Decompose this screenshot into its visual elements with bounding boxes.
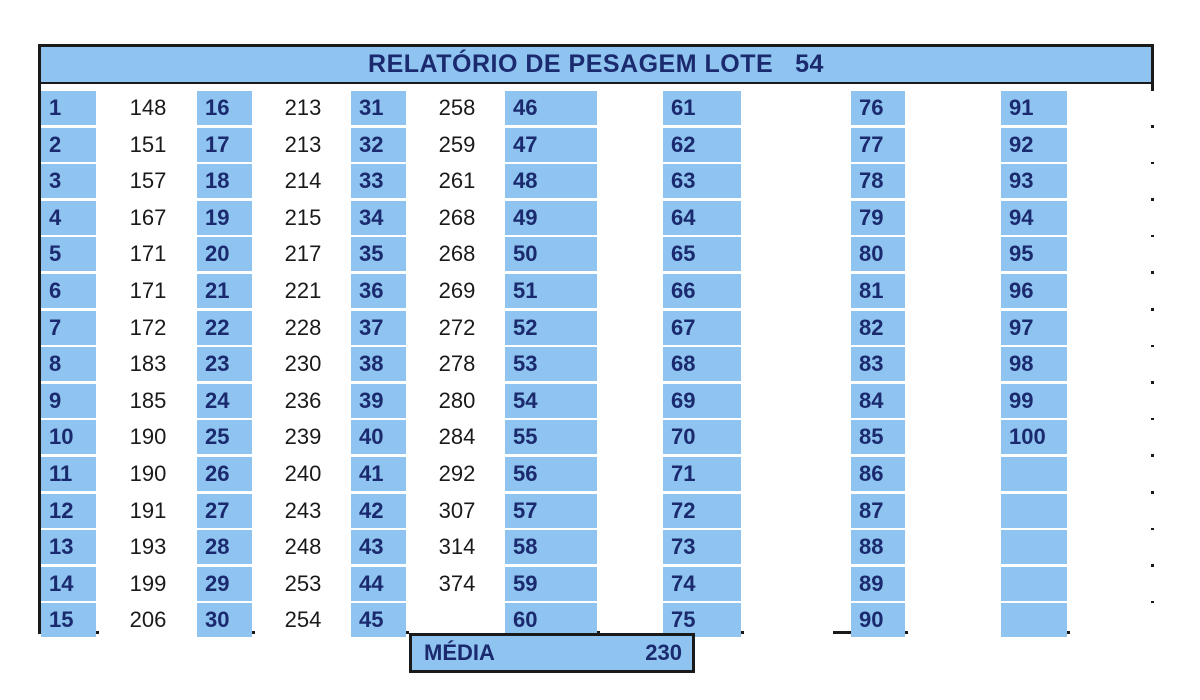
report-title-text: RELATÓRIO DE PESAGEM LOTE [368, 50, 774, 78]
animal-number-cell [1001, 567, 1067, 601]
animal-number-cell: 69 [663, 384, 741, 418]
animal-number-cell [1001, 530, 1067, 564]
animal-number-cell: 19 [197, 201, 252, 235]
animal-number-cell: 33 [351, 164, 406, 198]
animal-number-cell: 76 [851, 91, 905, 125]
weight-cell [908, 603, 1001, 637]
weight-cell: 259 [409, 128, 505, 162]
animal-number-cell: 91 [1001, 91, 1067, 125]
animal-number-cell: 65 [663, 237, 741, 271]
weight-cell: 240 [255, 457, 351, 491]
animal-number-cell: 95 [1001, 237, 1067, 271]
weight-cell: 243 [255, 494, 351, 528]
animal-number-cell [1001, 457, 1067, 491]
animal-number-cell: 59 [505, 567, 597, 601]
animal-number-cell: 94 [1001, 201, 1067, 235]
animal-number-cell: 4 [41, 201, 96, 235]
weight-cell: 248 [255, 530, 351, 564]
animal-number-cell: 62 [663, 128, 741, 162]
weight-cell: 213 [255, 91, 351, 125]
weight-cell [744, 567, 833, 601]
weight-cell [908, 420, 1001, 454]
animal-number-cell: 25 [197, 420, 252, 454]
average-value: 230 [645, 640, 682, 665]
animal-number-cell: 53 [505, 347, 597, 381]
animal-number-cell: 6 [41, 274, 96, 308]
weight-cell [908, 457, 1001, 491]
animal-number-cell: 48 [505, 164, 597, 198]
weight-cell: 185 [99, 384, 197, 418]
weight-cell: 190 [99, 420, 197, 454]
weight-cell [1070, 567, 1160, 601]
weight-cell [744, 201, 833, 235]
animal-number-cell: 5 [41, 237, 96, 271]
weight-cell: 307 [409, 494, 505, 528]
weight-cell [1070, 384, 1160, 418]
animal-number-cell: 86 [851, 457, 905, 491]
animal-number-cell: 7 [41, 311, 96, 345]
weight-cell: 213 [255, 128, 351, 162]
weight-cell: 215 [255, 201, 351, 235]
weight-cell: 253 [255, 567, 351, 601]
weight-cell: 157 [99, 164, 197, 198]
weight-cell: 268 [409, 237, 505, 271]
weight-cell: 292 [409, 457, 505, 491]
weight-cell: 261 [409, 164, 505, 198]
animal-number-cell: 96 [1001, 274, 1067, 308]
animal-number-cell: 35 [351, 237, 406, 271]
animal-number-cell: 73 [663, 530, 741, 564]
weight-cell: 148 [99, 91, 197, 125]
weight-cell [908, 237, 1001, 271]
animal-number-cell: 8 [41, 347, 96, 381]
animal-number-cell: 15 [41, 603, 96, 637]
lot-number: 54 [795, 50, 824, 78]
animal-number-cell [1001, 494, 1067, 528]
weight-cell: 269 [409, 274, 505, 308]
animal-number-cell: 75 [663, 603, 741, 637]
animal-number-cell: 26 [197, 457, 252, 491]
weight-cell: 236 [255, 384, 351, 418]
weight-cell [744, 237, 833, 271]
average-label: MÉDIA [424, 640, 495, 665]
animal-number-cell: 66 [663, 274, 741, 308]
weight-cell: 314 [409, 530, 505, 564]
animal-number-cell: 3 [41, 164, 96, 198]
animal-number-cell: 40 [351, 420, 406, 454]
animal-number-cell [1001, 603, 1067, 637]
weight-cell [1070, 164, 1160, 198]
animal-number-cell: 37 [351, 311, 406, 345]
weight-cell [1070, 274, 1160, 308]
animal-number-cell: 58 [505, 530, 597, 564]
animal-number-cell: 98 [1001, 347, 1067, 381]
animal-number-cell: 32 [351, 128, 406, 162]
weight-cell [908, 164, 1001, 198]
weight-cell: 199 [99, 567, 197, 601]
animal-number-cell: 11 [41, 457, 96, 491]
animal-number-cell: 63 [663, 164, 741, 198]
weight-cell [908, 567, 1001, 601]
weight-cell [744, 457, 833, 491]
animal-number-cell: 51 [505, 274, 597, 308]
animal-number-cell: 77 [851, 128, 905, 162]
animal-number-cell: 81 [851, 274, 905, 308]
weight-cell [1070, 91, 1160, 125]
weight-cell [744, 494, 833, 528]
weight-cell [744, 530, 833, 564]
animal-number-cell: 41 [351, 457, 406, 491]
animal-number-cell: 70 [663, 420, 741, 454]
weight-cell: 193 [99, 530, 197, 564]
animal-number-cell: 87 [851, 494, 905, 528]
weight-cell [1070, 128, 1160, 162]
animal-number-cell: 90 [851, 603, 905, 637]
animal-number-cell: 55 [505, 420, 597, 454]
animal-number-cell: 38 [351, 347, 406, 381]
weight-cell: 171 [99, 274, 197, 308]
animal-number-cell: 36 [351, 274, 406, 308]
weighing-report-table [38, 44, 1154, 634]
animal-number-cell: 54 [505, 384, 597, 418]
animal-number-cell: 93 [1001, 164, 1067, 198]
animal-number-cell: 28 [197, 530, 252, 564]
weight-cell [744, 347, 833, 381]
weight-cell [744, 311, 833, 345]
animal-number-cell: 64 [663, 201, 741, 235]
weight-cell [1070, 347, 1160, 381]
weight-cell: 268 [409, 201, 505, 235]
report-title [41, 47, 1151, 84]
weight-cell [1070, 494, 1160, 528]
weight-cell [908, 201, 1001, 235]
weight-cell [908, 494, 1001, 528]
weight-cell [744, 128, 833, 162]
animal-number-cell: 49 [505, 201, 597, 235]
weight-cell [744, 384, 833, 418]
weight-cell: 167 [99, 201, 197, 235]
animal-number-cell: 34 [351, 201, 406, 235]
animal-number-cell: 10 [41, 420, 96, 454]
animal-number-cell: 68 [663, 347, 741, 381]
weight-cell [908, 274, 1001, 308]
weight-cell: 171 [99, 237, 197, 271]
weight-cell [744, 91, 833, 125]
animal-number-cell: 45 [351, 603, 406, 637]
weight-cell: 190 [99, 457, 197, 491]
animal-number-cell: 74 [663, 567, 741, 601]
animal-number-cell: 2 [41, 128, 96, 162]
animal-number-cell: 52 [505, 311, 597, 345]
weight-cell [744, 274, 833, 308]
weight-cell: 206 [99, 603, 197, 637]
animal-number-cell: 9 [41, 384, 96, 418]
weight-cell: 254 [255, 603, 351, 637]
animal-number-cell: 21 [197, 274, 252, 308]
weight-cell [1070, 457, 1160, 491]
weight-cell: 230 [255, 347, 351, 381]
weight-cell: 183 [99, 347, 197, 381]
weight-cell [744, 164, 833, 198]
animal-number-cell: 30 [197, 603, 252, 637]
animal-number-cell: 1 [41, 91, 96, 125]
animal-number-cell: 29 [197, 567, 252, 601]
animal-number-cell: 88 [851, 530, 905, 564]
animal-number-cell: 50 [505, 237, 597, 271]
animal-number-cell: 78 [851, 164, 905, 198]
average-box [409, 633, 695, 673]
weight-cell: 151 [99, 128, 197, 162]
animal-number-cell: 31 [351, 91, 406, 125]
weight-cell [908, 128, 1001, 162]
animal-number-cell: 27 [197, 494, 252, 528]
animal-number-cell: 46 [505, 91, 597, 125]
weight-cell [744, 603, 833, 637]
animal-number-cell: 82 [851, 311, 905, 345]
weight-cell: 239 [255, 420, 351, 454]
weight-cell [1070, 420, 1160, 454]
weight-cell [1070, 201, 1160, 235]
animal-number-cell: 12 [41, 494, 96, 528]
animal-number-cell: 13 [41, 530, 96, 564]
weight-cell [744, 420, 833, 454]
animal-number-cell: 84 [851, 384, 905, 418]
animal-number-cell: 61 [663, 91, 741, 125]
animal-number-cell: 57 [505, 494, 597, 528]
animal-number-cell: 43 [351, 530, 406, 564]
animal-number-cell: 17 [197, 128, 252, 162]
weight-cell: 221 [255, 274, 351, 308]
animal-number-cell: 42 [351, 494, 406, 528]
weight-cell: 374 [409, 567, 505, 601]
weight-cell [1070, 237, 1160, 271]
animal-number-cell: 47 [505, 128, 597, 162]
weight-cell: 191 [99, 494, 197, 528]
animal-number-cell: 20 [197, 237, 252, 271]
weight-cell [1070, 603, 1160, 637]
animal-number-cell: 16 [197, 91, 252, 125]
weight-cell [1070, 311, 1160, 345]
animal-number-cell: 99 [1001, 384, 1067, 418]
weight-cell: 172 [99, 311, 197, 345]
animal-number-cell: 100 [1001, 420, 1067, 454]
weight-cell [908, 311, 1001, 345]
animal-number-cell: 71 [663, 457, 741, 491]
animal-number-cell: 44 [351, 567, 406, 601]
animal-number-cell: 67 [663, 311, 741, 345]
weight-cell [908, 347, 1001, 381]
animal-number-cell: 14 [41, 567, 96, 601]
animal-number-cell: 97 [1001, 311, 1067, 345]
weight-cell [908, 384, 1001, 418]
animal-number-cell: 89 [851, 567, 905, 601]
weight-cell: 280 [409, 384, 505, 418]
animal-number-cell: 60 [505, 603, 597, 637]
animal-number-cell: 18 [197, 164, 252, 198]
animal-number-cell: 92 [1001, 128, 1067, 162]
weight-cell: 217 [255, 237, 351, 271]
animal-number-cell: 24 [197, 384, 252, 418]
weight-cell: 228 [255, 311, 351, 345]
animal-number-cell: 79 [851, 201, 905, 235]
animal-number-cell: 22 [197, 311, 252, 345]
weight-cell [409, 603, 505, 637]
weight-cell [908, 530, 1001, 564]
weight-cell: 272 [409, 311, 505, 345]
weight-cell: 284 [409, 420, 505, 454]
animal-number-cell: 56 [505, 457, 597, 491]
animal-number-cell: 72 [663, 494, 741, 528]
weight-cell [908, 91, 1001, 125]
animal-number-cell: 80 [851, 237, 905, 271]
weight-cell: 214 [255, 164, 351, 198]
animal-number-cell: 85 [851, 420, 905, 454]
weight-cell: 258 [409, 91, 505, 125]
weight-cell: 278 [409, 347, 505, 381]
animal-number-cell: 83 [851, 347, 905, 381]
animal-number-cell: 39 [351, 384, 406, 418]
weight-cell [1070, 530, 1160, 564]
animal-number-cell: 23 [197, 347, 252, 381]
